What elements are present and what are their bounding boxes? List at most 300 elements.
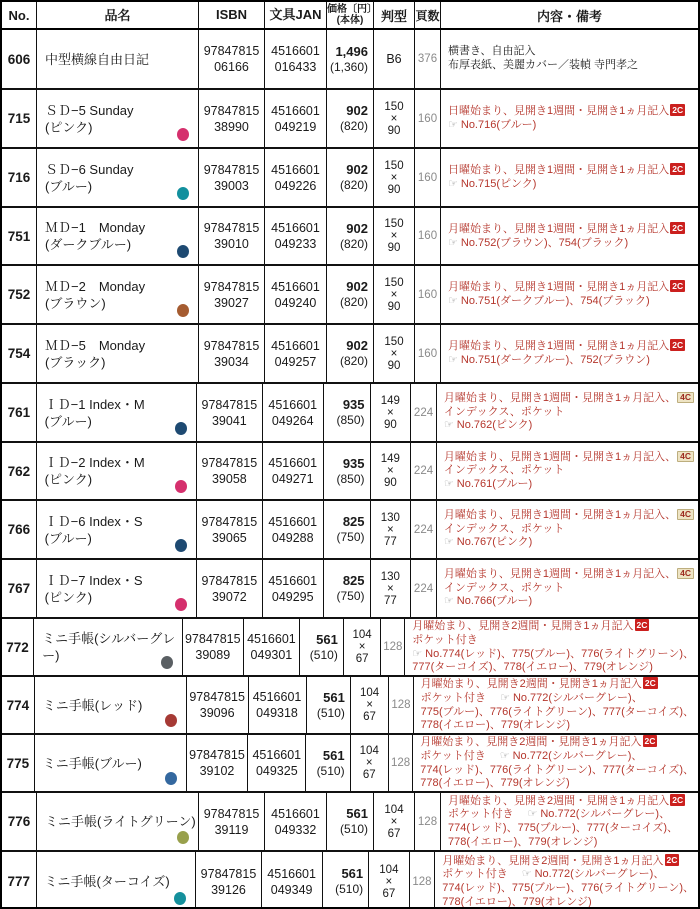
jan-line: 049288 — [271, 530, 314, 545]
cell-price — [327, 325, 374, 382]
price-tax-included: 825 — [342, 514, 365, 529]
isbn-line: 97847815 — [203, 279, 260, 294]
cell-no: 762 — [2, 443, 37, 499]
format-line: 77 — [383, 594, 397, 607]
note-line — [444, 451, 694, 465]
product-color-dot — [177, 831, 189, 844]
format-line: × — [386, 582, 394, 595]
note-line — [421, 692, 694, 706]
cell-jan — [263, 501, 324, 558]
price-tax-included: 561 — [341, 866, 364, 881]
product-name-line: ミニ手帳(レッド) — [42, 697, 143, 713]
table-header-row — [2, 2, 698, 30]
product-color-dot — [175, 422, 187, 435]
note-text: ポケット付き — [420, 749, 486, 762]
cell-jan — [263, 443, 324, 499]
cell-format — [374, 266, 415, 323]
format-value: B6 — [386, 52, 402, 66]
product-name-line: ＳＤ−5 Sunday — [45, 102, 134, 118]
note-text: 月曜始まり、見開き2週間・見開き1ヵ月記入 — [412, 620, 634, 633]
jan-line: 4516601 — [252, 748, 302, 762]
price-base: (850) — [336, 471, 365, 486]
jan-line: 016433 — [274, 60, 317, 74]
isbn-line: 39027 — [214, 295, 249, 310]
note-line — [448, 119, 694, 133]
format-line: × — [366, 699, 373, 711]
color-count-badge-2c: 2C — [672, 794, 684, 805]
cell-pages: 128 — [415, 793, 441, 850]
product-name-line: (ピンク) — [44, 589, 93, 605]
cell-isbn — [199, 208, 265, 264]
jan-line: 4516601 — [271, 162, 320, 177]
cell-isbn — [183, 619, 243, 675]
product-name-line: ミニ手帳(ブルー) — [42, 755, 142, 771]
product-color-dot — [175, 480, 187, 493]
format-line: × — [365, 757, 373, 769]
cell-no: 776 — [2, 793, 37, 850]
price-base: (510) — [335, 882, 364, 896]
note-line — [421, 706, 694, 720]
cell-isbn — [187, 677, 249, 733]
product-color-dot — [177, 187, 189, 200]
cell-price — [327, 208, 374, 264]
format-line: 104 — [359, 745, 379, 757]
isbn-line: 39041 — [211, 413, 247, 428]
cell-jan — [263, 560, 324, 617]
cell-notes — [437, 501, 698, 558]
product-name-line: (ダークブルー) — [45, 237, 132, 252]
note-line — [448, 836, 694, 850]
isbn-line: 97847815 — [203, 44, 260, 58]
note-text: 月曜始まり、見開き1週間・見開き1ヵ月記入、 — [443, 568, 677, 581]
cell-format — [369, 852, 409, 909]
cell-product-name — [35, 735, 187, 791]
header-notes: 内容・備考 — [536, 8, 602, 24]
note-text: 774(レッド)、776(ライトグリーン)、777(ターコイズ)、 — [420, 763, 694, 776]
cell-price — [327, 90, 374, 147]
format-line: 130 — [380, 570, 400, 583]
price-tax-included: 935 — [342, 455, 365, 471]
price-tax-included: 561 — [316, 631, 338, 647]
note-line — [412, 634, 694, 648]
format-line: × — [390, 288, 398, 301]
cell-jan — [265, 266, 327, 323]
price-tax-included: 935 — [342, 397, 365, 412]
note-text: 横書き、自由記入 — [448, 45, 536, 58]
price-tax-included: 561 — [322, 747, 345, 763]
jan-line: 4516601 — [271, 103, 320, 118]
note-line — [444, 568, 694, 582]
cell-product-name — [37, 208, 199, 264]
note-text: インデックス、ポケット — [443, 522, 565, 535]
cell-format — [374, 325, 415, 382]
cell-isbn — [197, 501, 262, 558]
isbn-line: 97847815 — [203, 221, 260, 235]
color-count-badge-2c: 2C — [636, 620, 648, 631]
cell-jan — [265, 793, 327, 850]
cell-pages: 160 — [415, 208, 441, 264]
reference-pointer-icon: ☞ — [527, 808, 538, 821]
note-text: 775(ブルー)、776(ライトグリーン)、777(ターコイズ)、 — [420, 705, 694, 718]
cell-notes — [441, 266, 698, 323]
cell-format — [344, 619, 382, 675]
cell-product-name — [37, 443, 198, 499]
cell-notes — [435, 852, 698, 909]
note-line — [444, 464, 694, 478]
jan-line: 4516601 — [271, 221, 320, 235]
isbn-line: 39058 — [211, 472, 247, 486]
note-text: 月曜始まり、見開き2週間・見開き1ヵ月記入 — [420, 736, 642, 749]
cell-isbn — [199, 793, 265, 850]
note-text: 月曜始まり、見開き2週間・見開き1ヵ月記入 — [448, 794, 670, 807]
note-text: No.774(レッド)、775(ブルー)、776(ライトグリーン)、 — [425, 647, 694, 660]
note-line — [444, 392, 694, 406]
color-count-badge-2c: 2C — [672, 281, 684, 292]
format-line: 67 — [387, 827, 401, 840]
cell-product-name — [37, 852, 197, 909]
isbn-line: 39119 — [214, 822, 249, 837]
jan-line: 4516601 — [268, 397, 318, 412]
note-line — [448, 222, 694, 237]
header-pages: 頁数 — [415, 2, 441, 28]
format-line: 67 — [355, 653, 369, 665]
cell-format — [371, 384, 412, 441]
cell-no: 775 — [2, 735, 35, 791]
table-row — [2, 443, 698, 501]
table-row — [2, 384, 698, 443]
table-row — [2, 677, 698, 735]
cell-format — [351, 735, 389, 791]
price-tax-included: 902 — [346, 103, 368, 118]
note-text: 月曜始まり、見開き1週間・見開き1ヵ月記入、 — [443, 392, 677, 405]
cell-jan — [265, 325, 327, 382]
color-count-badge-2c: 2C — [672, 222, 684, 233]
note-line — [442, 882, 694, 896]
note-line — [448, 104, 694, 119]
reference-pointer-icon: ☞ — [443, 419, 454, 432]
jan-line: 049295 — [271, 589, 314, 604]
note-line — [448, 45, 694, 59]
cell-format — [371, 501, 412, 558]
note-line — [420, 750, 694, 764]
cell-pages: 128 — [381, 619, 405, 675]
jan-line: 049257 — [274, 354, 317, 369]
cell-isbn — [187, 735, 249, 791]
note-text: 月曜始まり、見開き2週間・見開き1ヵ月記入 — [420, 678, 642, 691]
note-line — [412, 619, 694, 634]
product-color-dot — [174, 892, 186, 905]
reference-pointer-icon: ☞ — [499, 749, 510, 762]
note-text: No.772(シルバーグレー)、 — [534, 868, 665, 881]
product-color-dot — [175, 598, 187, 611]
note-line — [442, 868, 694, 882]
jan-line: 049271 — [271, 472, 314, 486]
cell-pages: 160 — [415, 325, 441, 382]
header-name: 品名 — [37, 2, 199, 28]
price-tax-included: 902 — [346, 220, 368, 236]
note-line — [444, 509, 694, 523]
cell-format — [374, 793, 415, 850]
format-line: 150 — [384, 276, 404, 289]
table-row — [2, 30, 698, 90]
cell-price — [327, 266, 374, 323]
reference-pointer-icon: ☞ — [448, 119, 458, 131]
note-text: No.772(シルバーグレー)、 — [540, 808, 671, 821]
product-name-line: (ブラック) — [45, 354, 106, 370]
product-name-line: 中型横線自由日記 — [45, 51, 150, 67]
header-price — [327, 2, 377, 28]
cell-price — [300, 619, 344, 675]
cell-pages: 224 — [411, 384, 437, 441]
price-tax-included: 902 — [346, 279, 368, 294]
header-no: No. — [2, 2, 37, 28]
note-line — [448, 237, 694, 251]
jan-line: 4516601 — [271, 44, 320, 58]
cell-price — [324, 443, 371, 499]
cell-price — [306, 735, 350, 791]
isbn-line: 38990 — [214, 119, 249, 134]
note-line — [448, 808, 694, 822]
note-text: 月曜始まり、見開き2週間・見開き1ヵ月記入 — [442, 854, 664, 867]
cell-format — [374, 90, 415, 147]
price-base: (510) — [309, 647, 338, 662]
jan-line: 4516601 — [268, 514, 318, 529]
cell-product-name — [37, 560, 198, 617]
header-price-line2: (本体) — [336, 15, 364, 26]
format-line: 67 — [362, 769, 376, 781]
cell-notes — [441, 90, 698, 147]
product-name-line: ＩＤ−7 Index・S — [44, 572, 143, 588]
note-text: No.761(ブルー) — [456, 477, 533, 490]
product-name-line: (ブルー) — [45, 178, 93, 194]
cell-notes — [437, 443, 698, 499]
price-tax-included: 902 — [346, 162, 368, 177]
isbn-line: 97847815 — [203, 162, 260, 177]
format-line: 104 — [352, 629, 372, 641]
format-line: 150 — [384, 335, 404, 348]
cell-no: 751 — [2, 208, 37, 264]
format-line: 104 — [379, 863, 399, 876]
isbn-line: 97847815 — [200, 866, 257, 881]
color-count-badge-4c: 4C — [677, 568, 694, 579]
price-tax-included: 1,496 — [335, 43, 368, 59]
product-color-dot — [175, 539, 187, 552]
note-text: No.752(ブラウン)、754(ブラック) — [460, 236, 629, 249]
note-line — [448, 794, 694, 809]
note-line — [448, 59, 694, 73]
note-line — [444, 582, 694, 596]
cell-jan — [249, 677, 307, 733]
note-line — [448, 822, 694, 836]
note-text: No.766(ブルー) — [456, 595, 533, 608]
color-count-badge-2c: 2C — [644, 736, 656, 747]
header-jan: 文具JAN — [265, 2, 327, 28]
price-base: (850) — [336, 413, 365, 427]
cell-product-name — [37, 90, 199, 147]
table-row — [2, 501, 698, 560]
note-line — [420, 777, 694, 791]
note-line — [412, 648, 694, 662]
color-count-badge-4c: 4C — [677, 392, 694, 403]
reference-pointer-icon: ☞ — [443, 536, 454, 549]
color-count-badge-4c: 4C — [677, 451, 694, 462]
price-base: (820) — [339, 178, 368, 192]
product-name-line: (ブラウン) — [45, 295, 106, 311]
cell-isbn — [199, 149, 265, 206]
note-text: インデックス、ポケット — [443, 464, 565, 477]
reference-pointer-icon: ☞ — [443, 477, 454, 490]
cell-pages: 160 — [415, 90, 441, 147]
jan-line: 4516601 — [268, 456, 318, 470]
reference-pointer-icon: ☞ — [521, 868, 532, 881]
product-name-line: (ピンク) — [44, 472, 93, 487]
note-line — [444, 536, 694, 550]
cell-product-name — [34, 619, 183, 675]
cell-product-name — [37, 30, 199, 88]
cell-notes — [437, 384, 698, 441]
note-text: 月曜始まり、見開き1週間・見開き1ヵ月記入、 — [443, 450, 677, 463]
isbn-line: 39072 — [211, 589, 247, 604]
cell-price — [327, 793, 374, 850]
cell-format — [371, 443, 412, 499]
format-line: 67 — [363, 711, 376, 723]
format-line: 90 — [387, 359, 401, 372]
cell-no: 767 — [2, 560, 37, 617]
note-text: ポケット付き — [448, 808, 514, 821]
product-name-line: (ブルー) — [44, 413, 92, 429]
note-line — [444, 595, 694, 609]
format-line: 150 — [384, 100, 404, 113]
format-line: 149 — [380, 453, 400, 465]
cell-no: 774 — [2, 677, 35, 733]
isbn-line: 97847815 — [201, 397, 258, 412]
cell-format — [374, 149, 415, 206]
color-count-badge-2c: 2C — [672, 164, 684, 175]
jan-line: 049226 — [274, 178, 317, 193]
cell-product-name — [37, 149, 199, 206]
table-row — [2, 793, 698, 852]
cell-jan — [248, 735, 306, 791]
isbn-line: 97847815 — [203, 103, 260, 118]
note-text: ポケット付き — [412, 633, 478, 646]
product-color-dot — [177, 128, 189, 141]
product-name-line: ミニ手帳(ライトグリーン) — [45, 814, 196, 829]
product-name-line: ＩＤ−1 Index・M — [44, 396, 145, 412]
product-color-dot — [161, 656, 173, 669]
reference-pointer-icon: ☞ — [448, 178, 458, 190]
note-line — [448, 163, 694, 178]
isbn-line: 97847815 — [203, 806, 260, 821]
cell-pages: 160 — [415, 266, 441, 323]
note-text: 月曜始まり、見開き1週間・見開き1ヵ月記入、 — [443, 509, 677, 522]
price-base: (820) — [339, 354, 368, 368]
note-text: No.772(シルバーグレー)、 — [512, 691, 643, 704]
isbn-line: 97847815 — [184, 632, 241, 646]
note-text: 日曜始まり、見開き1週間・見開き1ヵ月記入 — [448, 164, 670, 177]
cell-pages: 160 — [415, 149, 441, 206]
cell-notes — [437, 560, 698, 617]
jan-line: 049240 — [274, 295, 317, 310]
product-name-line: (ピンク) — [45, 119, 93, 135]
format-line: 149 — [380, 394, 400, 407]
cell-price — [307, 677, 351, 733]
cell-jan — [265, 149, 327, 206]
format-line: × — [390, 112, 398, 125]
product-name-line: ＭＤ−1 Monday — [45, 220, 146, 235]
format-line: 67 — [382, 887, 396, 900]
reference-pointer-icon: ☞ — [443, 595, 454, 608]
table-body — [2, 30, 698, 909]
jan-line: 049332 — [274, 822, 317, 837]
product-name-line: ＭＤ−2 Monday — [45, 278, 146, 294]
cell-jan — [265, 90, 327, 147]
isbn-line: 97847815 — [201, 456, 258, 470]
cell-notes — [405, 619, 698, 675]
reference-pointer-icon: ☞ — [412, 647, 423, 660]
cell-jan — [263, 384, 324, 441]
color-count-badge-4c: 4C — [677, 509, 694, 520]
product-name-line: ＩＤ−6 Index・S — [44, 513, 143, 529]
note-text: No.715(ピンク) — [460, 178, 537, 190]
format-line: × — [385, 875, 393, 888]
product-color-dot — [177, 245, 189, 258]
note-line — [420, 735, 694, 750]
cell-no: 754 — [2, 325, 37, 382]
cell-price — [327, 149, 374, 206]
format-line: × — [386, 465, 394, 477]
cell-pages: 128 — [389, 735, 413, 791]
cell-product-name — [37, 793, 199, 850]
cell-product-name — [37, 325, 199, 382]
price-base: (510) — [316, 705, 345, 720]
reference-pointer-icon: ☞ — [448, 236, 458, 249]
cell-jan — [265, 30, 327, 88]
product-name-line: ＭＤ−5 Monday — [45, 337, 146, 353]
isbn-line: 06166 — [214, 60, 249, 74]
price-tax-included: 825 — [342, 573, 365, 588]
cell-no: 752 — [2, 266, 37, 323]
table-row — [2, 852, 698, 909]
table-row — [2, 325, 698, 384]
color-count-badge-2c: 2C — [666, 854, 678, 865]
cell-product-name — [37, 266, 199, 323]
cell-no: 772 — [2, 619, 34, 675]
product-name-line: ＩＤ−2 Index・M — [44, 455, 145, 470]
jan-line: 4516601 — [252, 690, 302, 704]
product-name-line: ＳＤ−6 Sunday — [45, 161, 134, 177]
format-line: 90 — [387, 183, 401, 196]
cell-notes — [414, 677, 698, 733]
cell-isbn — [199, 266, 265, 323]
cell-pages: 224 — [411, 560, 437, 617]
note-text: ポケット付き — [420, 691, 487, 704]
cell-notes — [441, 30, 698, 88]
note-line — [421, 719, 694, 733]
reference-pointer-icon: ☞ — [448, 295, 458, 307]
isbn-line: 39003 — [214, 178, 249, 193]
table-row — [2, 560, 698, 619]
format-line: 90 — [383, 477, 397, 489]
note-text: 月曜始まり、見開き1週間・見開き1ヵ月記入 — [448, 281, 670, 294]
table-row — [2, 90, 698, 149]
jan-line: 049233 — [274, 237, 317, 251]
note-text: 778(イエロー)、779(オレンジ) — [420, 719, 570, 732]
cell-product-name — [37, 384, 198, 441]
note-line — [448, 280, 694, 295]
price-tax-included: 561 — [323, 689, 345, 705]
cell-no: 606 — [2, 30, 37, 88]
price-base: (510) — [339, 822, 368, 836]
